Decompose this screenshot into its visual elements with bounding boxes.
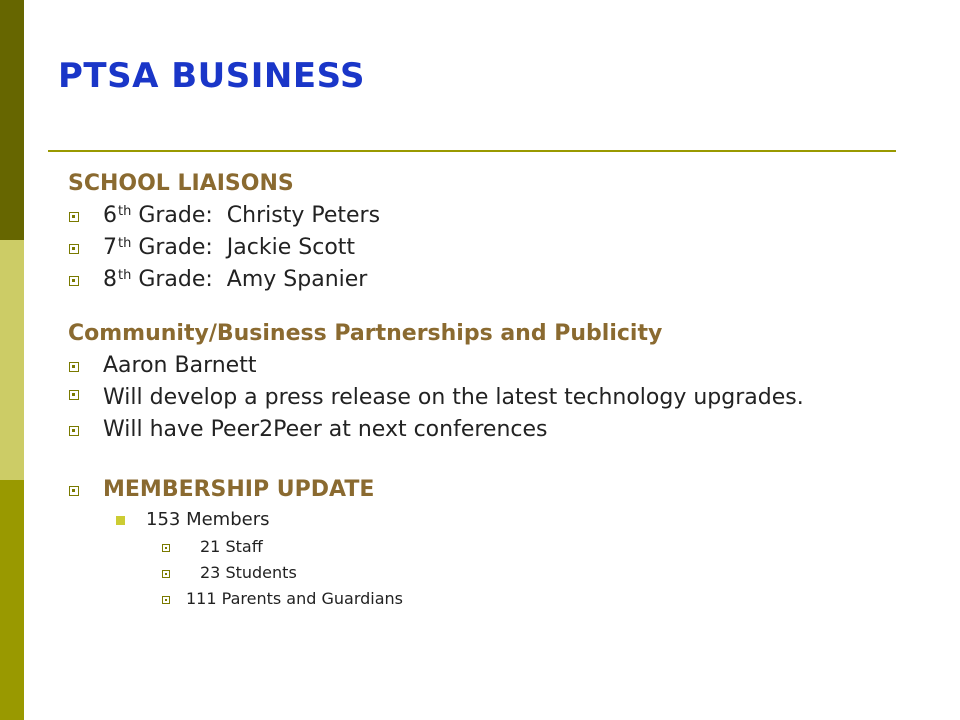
left-accent-stripe-bottom	[0, 480, 24, 720]
membership-count: 23	[200, 563, 221, 582]
title-divider	[48, 150, 896, 152]
hollow-square-bullet-icon	[69, 276, 79, 286]
hollow-square-bullet-icon	[162, 570, 170, 578]
liaison-item	[68, 200, 888, 232]
membership-count-line	[186, 586, 403, 612]
partnership-text: Will develop a press release on the latest technology upgrades.	[103, 385, 804, 410]
hollow-square-bullet-icon	[69, 212, 79, 222]
partnerships-heading: Community/Business Partnerships and Publicity	[68, 321, 663, 346]
membership-count: 21	[200, 537, 221, 556]
grade-ordinal-suffix: th	[118, 204, 132, 219]
hollow-square-bullet-icon	[69, 426, 79, 436]
partnership-text: Aaron Barnett	[103, 353, 257, 378]
hollow-square-bullet-icon	[69, 244, 79, 254]
membership-count-line	[200, 534, 263, 560]
left-accent-stripe-top	[0, 0, 24, 240]
liaison-text: Grade: Jackie Scott	[131, 235, 356, 260]
liaison-item	[68, 232, 888, 264]
partnership-text: Will have Peer2Peer at next conferences	[103, 417, 548, 442]
school-liaisons-heading: SCHOOL LIAISONS	[68, 171, 294, 196]
liaison-item	[68, 264, 888, 296]
membership-count: 111	[186, 589, 217, 608]
membership-total-text: 153 Members	[146, 509, 270, 530]
partnership-item	[68, 350, 888, 382]
membership-label: Parents and Guardians	[221, 589, 403, 608]
liaison-text: Grade: Amy Spanier	[131, 267, 368, 292]
hollow-square-bullet-icon	[69, 486, 79, 496]
membership-label: Students	[225, 563, 297, 582]
membership-heading: MEMBERSHIP UPDATE	[103, 477, 375, 502]
grade-number: 7	[103, 235, 117, 260]
membership-breakdown-item	[68, 560, 888, 586]
membership-total	[68, 506, 888, 534]
hollow-square-bullet-icon	[69, 390, 79, 400]
membership-label: Staff	[225, 537, 263, 556]
hollow-square-bullet-icon	[162, 596, 170, 604]
membership-breakdown-item	[68, 534, 888, 560]
hollow-square-bullet-icon	[69, 362, 79, 372]
membership-breakdown-item	[68, 586, 888, 612]
left-accent-stripe-middle	[0, 240, 24, 480]
grade-ordinal-suffix: th	[118, 236, 132, 251]
filled-square-bullet-icon	[116, 516, 125, 525]
membership-heading-item	[68, 474, 888, 506]
slide-body	[68, 168, 888, 612]
hollow-square-bullet-icon	[162, 544, 170, 552]
partnership-item	[68, 414, 888, 446]
membership-count-line	[200, 560, 297, 586]
partnership-item	[68, 382, 888, 414]
grade-number: 8	[103, 267, 117, 292]
liaison-text: Grade: Christy Peters	[131, 203, 381, 228]
slide-title: PTSA BUSINESS	[58, 56, 366, 96]
grade-number: 6	[103, 203, 117, 228]
grade-ordinal-suffix: th	[118, 268, 132, 283]
